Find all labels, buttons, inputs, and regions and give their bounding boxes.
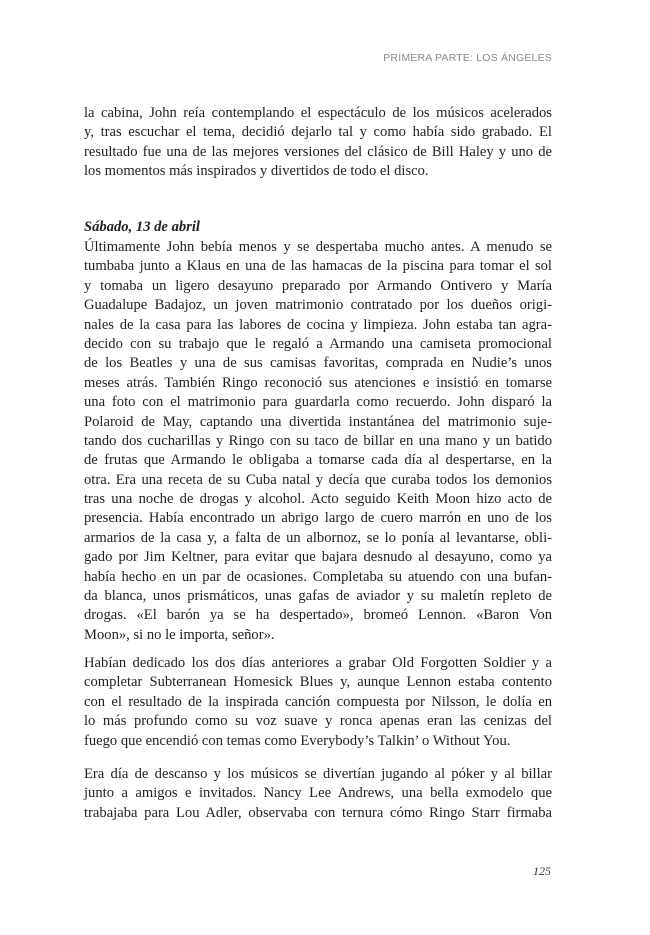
text-line: tumbaba junto a Klaus en una de las hamacas de la piscina para tomar el sol xyxy=(84,258,552,275)
text-line: una foto con el matrimonio para guardarla como recuerdo. John disparó la xyxy=(84,394,552,411)
text-line: fuego que encendió con temas como Everybody’s Talkin’ o Without You. xyxy=(84,732,511,749)
text-line: de los Beatles y una de sus camisas favoritas, comprada en Nudie’s unos xyxy=(84,355,552,372)
text-line: Habían dedicado los dos días anteriores a grabar Old Forgotten Soldier y a xyxy=(84,655,552,671)
running-head: PRIMERA PARTE: LOS ÁNGELES xyxy=(383,52,552,64)
text-line: nales de la casa para las labores de cocina y limpieza. John estaba tan agra- xyxy=(84,316,552,333)
text-line: gado por Jim Keltner, para evitar que bajara desnudo al desayuno, como ya xyxy=(84,549,552,566)
text-line: Polaroid de May, captando una divertida instantánea del matrimonio suje- xyxy=(84,413,552,430)
text-line: junto a amigos e invitados. Nancy Lee Andrews, una bella exmodelo que xyxy=(84,785,552,802)
paragraph xyxy=(84,104,552,182)
text-line: los momentos más inspirados y divertidos de todo el disco. xyxy=(84,163,429,180)
text-line: Guadalupe Badajoz, un joven matrimonio contratado por los dueños origi- xyxy=(84,297,552,314)
text-line: Moon», si no le importa, señor». xyxy=(84,626,275,643)
paragraph xyxy=(84,765,552,823)
text-line: había hecho en un par de ocasiones. Completaba su atuendo con una bufan- xyxy=(84,568,552,585)
text-line: presencia. Había encontrado un abrigo largo de cuero marrón en uno de los xyxy=(84,510,552,527)
text-line: tando dos cucharillas y Ringo con su taco de billar en una mano y un batido xyxy=(84,432,552,449)
text-line: armarios de la casa y, a falta de un albornoz, se lo ponía al levantarse, obli- xyxy=(84,529,552,546)
text-line: trabajaba para Lou Adler, observaba con ternura cómo Ringo Starr firmaba xyxy=(84,804,552,821)
page-number: 125 xyxy=(533,864,551,878)
text-line: lo más profundo como su voz suave y ronca apenas eran las cenizas del xyxy=(84,713,552,730)
text-line: y, tras escuchar el tema, decidió dejarlo tal y como había sido grabado. El xyxy=(84,124,552,141)
text-line: con el resultado de la inspirada canción compuesta por Nilsson, le dolía en xyxy=(84,693,552,710)
text-line: Era día de descanso y los músicos se divertían jugando al póker y al billar xyxy=(84,766,552,782)
text-line: completar Subterranean Homesick Blues y, aunque Lennon estaba contento xyxy=(84,674,552,691)
text-line: y tomaba un ligero desayuno preparado por Armando Ontivero y María xyxy=(84,277,552,294)
text-line: da blanca, unos prismáticos, unas gafas de aviador y su maletín repleto de xyxy=(84,588,552,605)
text-line: de frutas que Armando le obligaba a tomarse cada día al despertarse, en la xyxy=(84,452,552,469)
paragraph xyxy=(84,654,552,751)
text-line: Últimamente John bebía menos y se despertaba mucho antes. A menudo se xyxy=(84,239,552,255)
text-line: otra. Era una receta de su Cuba natal y decía que curaba todos los demonios xyxy=(84,471,552,488)
text-line: meses atrás. También Ringo reconoció sus atenciones e insistió en tomarse xyxy=(84,374,552,391)
text-line: drogas. «El barón ya se ha despertado», bromeó Lennon. «Baron Von xyxy=(84,607,552,624)
text-line: decido con su trabajo que le regaló a Armando una camiseta promocional xyxy=(84,335,552,352)
text-line: tras una noche de drogas y alcohol. Acto seguido Keith Moon hizo acto de xyxy=(84,491,552,508)
section-heading: Sábado, 13 de abril xyxy=(84,219,200,235)
paragraph xyxy=(84,238,552,645)
text-line: resultado fue una de las mejores versiones del clásico de Bill Haley y uno de xyxy=(84,143,552,160)
text-line: la cabina, John reía contemplando el espectáculo de los músicos acelerados xyxy=(84,105,552,121)
